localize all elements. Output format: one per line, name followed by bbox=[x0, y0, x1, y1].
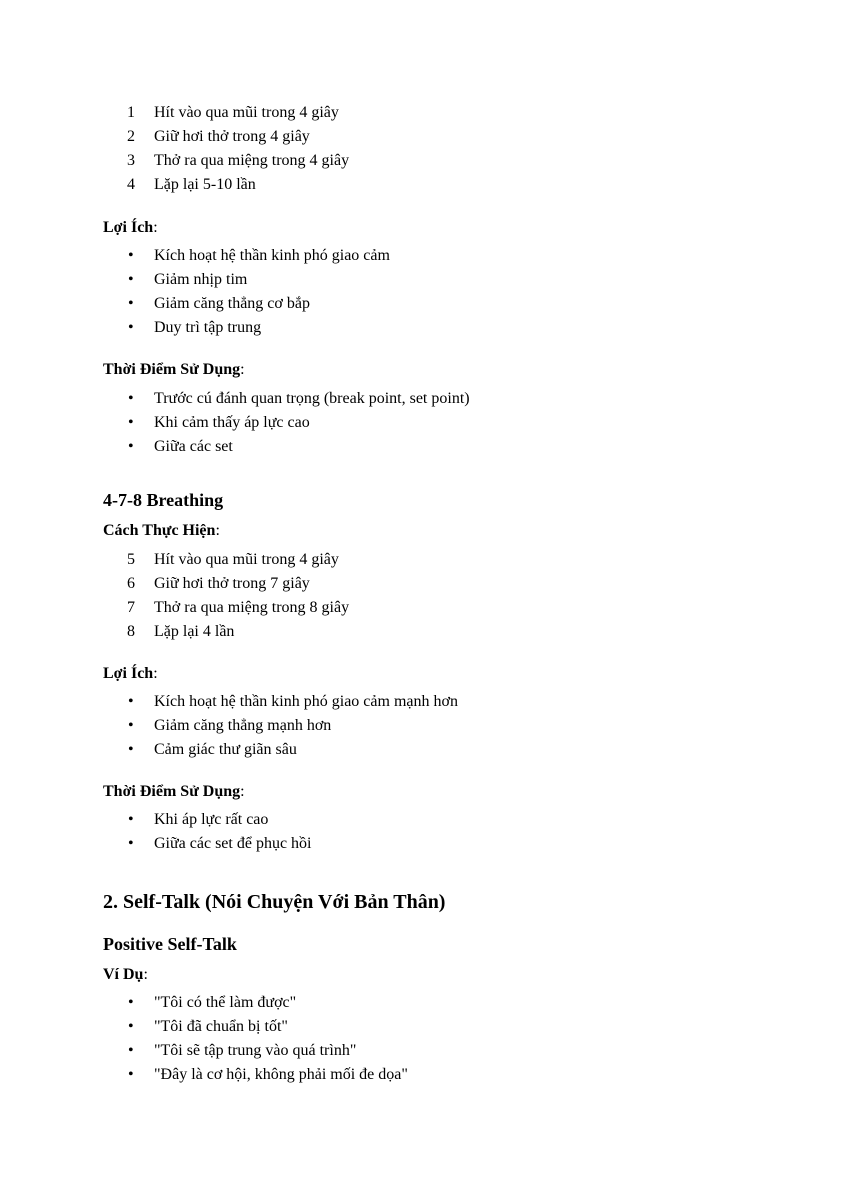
step-text: Lặp lại 4 lần bbox=[154, 623, 235, 640]
bullet-icon: • bbox=[128, 1066, 134, 1083]
section-heading: 4-7-8 Breathing bbox=[103, 490, 224, 510]
bullet-icon: • bbox=[128, 741, 134, 758]
list-item-text: Giữa các set bbox=[154, 438, 233, 455]
bullet-icon: • bbox=[128, 271, 134, 288]
bullet-icon: • bbox=[128, 438, 134, 455]
when-label: Thời Điểm Sử Dụng: bbox=[103, 361, 245, 378]
list-item-text: Trước cú đánh quan trọng (break point, set point) bbox=[154, 390, 470, 407]
list-item-text: Duy trì tập trung bbox=[154, 319, 262, 336]
step-text: Lặp lại 5-10 lần bbox=[154, 176, 256, 193]
list-item-text: Giảm căng thẳng cơ bắp bbox=[154, 295, 310, 312]
step-text: Thở ra qua miệng trong 4 giây bbox=[154, 152, 350, 169]
list-item-text: Giảm căng thẳng mạnh hơn bbox=[154, 717, 332, 734]
benefits-label: Lợi Ích: bbox=[103, 665, 158, 682]
how-label: Cách Thực Hiện: bbox=[103, 522, 220, 539]
bullet-icon: • bbox=[128, 390, 134, 407]
bullet-icon: • bbox=[128, 1042, 134, 1059]
step-number: 2 bbox=[127, 128, 135, 145]
list-item-text: "Tôi đã chuẩn bị tốt" bbox=[154, 1018, 288, 1035]
step-text: Giữ hơi thở trong 4 giây bbox=[154, 128, 310, 145]
bullet-icon: • bbox=[128, 693, 134, 710]
subsection-heading: Positive Self-Talk bbox=[103, 934, 237, 954]
benefits-label: Lợi Ích: bbox=[103, 219, 158, 236]
bullet-icon: • bbox=[128, 1018, 134, 1035]
bullet-icon: • bbox=[128, 319, 134, 336]
bullet-icon: • bbox=[128, 835, 134, 852]
list-item-text: Giữa các set để phục hồi bbox=[154, 835, 312, 852]
step-number: 4 bbox=[127, 176, 135, 193]
bullet-icon: • bbox=[128, 811, 134, 828]
list-item-text: "Tôi sẽ tập trung vào quá trình" bbox=[154, 1042, 357, 1059]
list-item-text: Kích hoạt hệ thần kinh phó giao cảm bbox=[154, 247, 390, 264]
step-number: 6 bbox=[127, 575, 135, 592]
list-item-text: "Tôi có thể làm được" bbox=[154, 994, 297, 1011]
list-item-text: Kích hoạt hệ thần kinh phó giao cảm mạnh hơn bbox=[154, 693, 458, 710]
step-number: 7 bbox=[127, 599, 135, 616]
when-label: Thời Điểm Sử Dụng: bbox=[103, 783, 245, 800]
step-text: Giữ hơi thở trong 7 giây bbox=[154, 575, 310, 592]
bullet-icon: • bbox=[128, 414, 134, 431]
list-item-text: Giảm nhịp tim bbox=[154, 271, 248, 288]
step-number: 8 bbox=[127, 623, 135, 640]
section-heading: 2. Self-Talk (Nói Chuyện Với Bản Thân) bbox=[103, 891, 446, 913]
list-item-text: Khi áp lực rất cao bbox=[154, 811, 269, 828]
bullet-icon: • bbox=[128, 295, 134, 312]
bullet-icon: • bbox=[128, 994, 134, 1011]
step-text: Hít vào qua mũi trong 4 giây bbox=[154, 551, 339, 568]
step-number: 5 bbox=[127, 551, 135, 568]
list-item-text: Khi cảm thấy áp lực cao bbox=[154, 414, 310, 431]
step-number: 3 bbox=[127, 152, 135, 169]
step-text: Hít vào qua mũi trong 4 giây bbox=[154, 104, 339, 121]
bullet-icon: • bbox=[128, 247, 134, 264]
step-number: 1 bbox=[127, 104, 135, 121]
list-item-text: "Đây là cơ hội, không phải mối đe dọa" bbox=[154, 1066, 408, 1083]
bullet-icon: • bbox=[128, 717, 134, 734]
examples-label: Ví Dụ: bbox=[103, 966, 148, 983]
step-text: Thở ra qua miệng trong 8 giây bbox=[154, 599, 350, 616]
list-item-text: Cảm giác thư giãn sâu bbox=[154, 741, 297, 758]
